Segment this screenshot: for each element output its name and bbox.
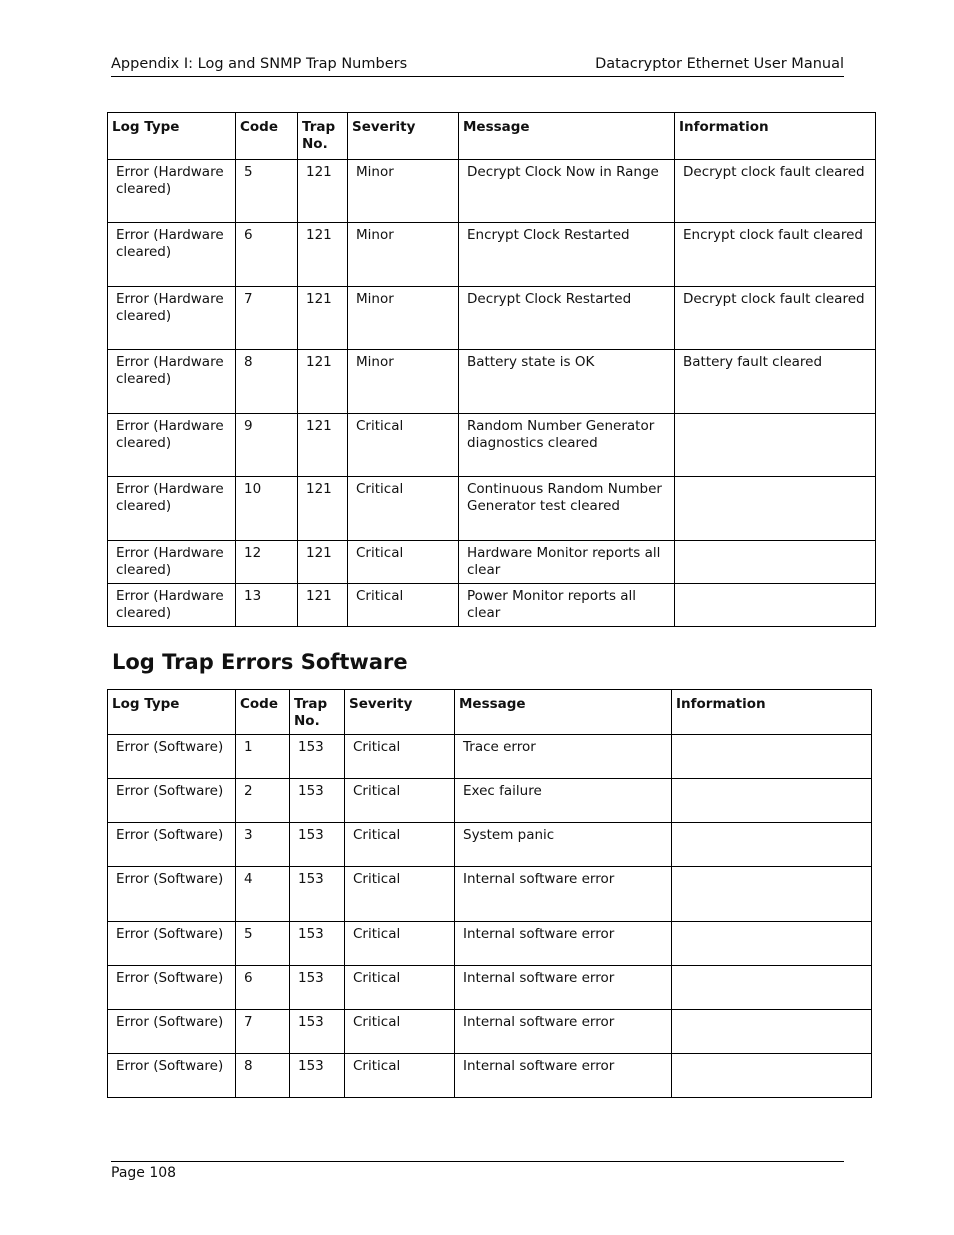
table-row	[108, 160, 876, 223]
table-row	[108, 541, 876, 584]
page-header	[111, 56, 844, 77]
cell-code: 13	[236, 584, 298, 627]
cell-information	[672, 735, 872, 779]
cell-message: Hardware Monitor reports all clear	[459, 541, 675, 584]
cell-log-type: Error (Hardware cleared)	[108, 287, 236, 350]
table-row	[108, 223, 876, 287]
cell-trap: 153	[290, 966, 345, 1010]
cell-code: 6	[236, 966, 290, 1010]
cell-severity: Minor	[348, 223, 459, 287]
cell-message: Encrypt Clock Restarted	[459, 223, 675, 287]
table-row	[108, 287, 876, 350]
cell-code: 2	[236, 779, 290, 823]
page-footer	[111, 1161, 844, 1181]
col-log-type: Log Type	[108, 690, 236, 735]
cell-trap: 121	[298, 584, 348, 627]
cell-trap: 153	[290, 779, 345, 823]
cell-trap: 153	[290, 1010, 345, 1054]
cell-information: Decrypt clock fault cleared	[675, 287, 876, 350]
table-row	[108, 823, 872, 867]
col-trap-no: Trap No.	[298, 113, 348, 160]
cell-code: 8	[236, 1054, 290, 1098]
cell-code: 7	[236, 287, 298, 350]
table-row	[108, 779, 872, 823]
cell-severity: Minor	[348, 350, 459, 414]
col-code: Code	[236, 690, 290, 735]
table-row	[108, 867, 872, 922]
cell-information	[675, 477, 876, 541]
cell-trap: 121	[298, 541, 348, 584]
cell-log-type: Error (Software)	[108, 867, 236, 922]
cell-message: Exec failure	[455, 779, 672, 823]
cell-information	[672, 922, 872, 966]
cell-message: Internal software error	[455, 1010, 672, 1054]
cell-information	[672, 1010, 872, 1054]
cell-severity: Minor	[348, 287, 459, 350]
cell-code: 10	[236, 477, 298, 541]
cell-log-type: Error (Hardware cleared)	[108, 541, 236, 584]
col-information: Information	[672, 690, 872, 735]
cell-severity: Critical	[348, 477, 459, 541]
cell-code: 5	[236, 922, 290, 966]
cell-trap: 121	[298, 414, 348, 477]
cell-information	[675, 584, 876, 627]
cell-log-type: Error (Software)	[108, 1010, 236, 1054]
cell-log-type: Error (Software)	[108, 966, 236, 1010]
cell-trap: 153	[290, 823, 345, 867]
cell-severity: Critical	[348, 584, 459, 627]
cell-information	[672, 966, 872, 1010]
cell-trap: 153	[290, 1054, 345, 1098]
cell-code: 6	[236, 223, 298, 287]
table-header-row	[108, 690, 872, 735]
header-manual-title: Datacryptor Ethernet User Manual	[595, 56, 844, 72]
table-row	[108, 414, 876, 477]
cell-trap: 121	[298, 477, 348, 541]
cell-message: Internal software error	[455, 1054, 672, 1098]
cell-code: 4	[236, 867, 290, 922]
cell-severity: Critical	[345, 1010, 455, 1054]
cell-log-type: Error (Software)	[108, 735, 236, 779]
cell-severity: Critical	[348, 541, 459, 584]
cell-log-type: Error (Software)	[108, 823, 236, 867]
cell-severity: Minor	[348, 160, 459, 223]
cell-message: Internal software error	[455, 966, 672, 1010]
cell-log-type: Error (Hardware cleared)	[108, 584, 236, 627]
cell-message: Battery state is OK	[459, 350, 675, 414]
col-message: Message	[455, 690, 672, 735]
cell-message: Decrypt Clock Restarted	[459, 287, 675, 350]
table-row	[108, 584, 876, 627]
table-row	[108, 350, 876, 414]
cell-trap: 121	[298, 223, 348, 287]
col-message: Message	[459, 113, 675, 160]
cell-information: Encrypt clock fault cleared	[675, 223, 876, 287]
cell-log-type: Error (Software)	[108, 922, 236, 966]
cell-information	[672, 779, 872, 823]
cell-severity: Critical	[345, 779, 455, 823]
cell-trap: 153	[290, 922, 345, 966]
cell-severity: Critical	[348, 414, 459, 477]
cell-message: Continuous Random Number Generator test cleared	[459, 477, 675, 541]
cell-severity: Critical	[345, 966, 455, 1010]
cell-code: 8	[236, 350, 298, 414]
cell-information	[675, 541, 876, 584]
cell-log-type: Error (Software)	[108, 1054, 236, 1098]
cell-code: 12	[236, 541, 298, 584]
cell-trap: 153	[290, 735, 345, 779]
cell-code: 5	[236, 160, 298, 223]
cell-trap: 121	[298, 350, 348, 414]
header-section-title: Appendix I: Log and SNMP Trap Numbers	[111, 56, 408, 72]
cell-trap: 121	[298, 160, 348, 223]
page-number: Page 108	[111, 1165, 177, 1181]
cell-message: System panic	[455, 823, 672, 867]
cell-log-type: Error (Hardware cleared)	[108, 223, 236, 287]
cell-trap: 153	[290, 867, 345, 922]
cell-code: 9	[236, 414, 298, 477]
cell-severity: Critical	[345, 1054, 455, 1098]
hardware-cleared-table	[107, 112, 876, 627]
cell-severity: Critical	[345, 735, 455, 779]
col-severity: Severity	[348, 113, 459, 160]
cell-information: Battery fault cleared	[675, 350, 876, 414]
cell-log-type: Error (Software)	[108, 779, 236, 823]
cell-information	[675, 414, 876, 477]
cell-code: 7	[236, 1010, 290, 1054]
cell-code: 3	[236, 823, 290, 867]
cell-message: Decrypt Clock Now in Range	[459, 160, 675, 223]
cell-information	[672, 1054, 872, 1098]
cell-message: Random Number Generator diagnostics cleared	[459, 414, 675, 477]
cell-severity: Critical	[345, 922, 455, 966]
cell-information	[672, 867, 872, 922]
software-errors-table	[107, 689, 872, 1098]
table-header-row	[108, 113, 876, 160]
cell-information	[672, 823, 872, 867]
table-row	[108, 477, 876, 541]
section-title: Log Trap Errors Software	[112, 650, 408, 674]
col-trap-no: Trap No.	[290, 690, 345, 735]
col-code: Code	[236, 113, 298, 160]
cell-message: Power Monitor reports all clear	[459, 584, 675, 627]
cell-message: Internal software error	[455, 922, 672, 966]
col-log-type: Log Type	[108, 113, 236, 160]
cell-log-type: Error (Hardware cleared)	[108, 160, 236, 223]
table-row	[108, 1054, 872, 1098]
col-severity: Severity	[345, 690, 455, 735]
cell-trap: 121	[298, 287, 348, 350]
cell-message: Trace error	[455, 735, 672, 779]
cell-severity: Critical	[345, 823, 455, 867]
table-row	[108, 922, 872, 966]
cell-severity: Critical	[345, 867, 455, 922]
cell-message: Internal software error	[455, 867, 672, 922]
col-information: Information	[675, 113, 876, 160]
table-row	[108, 735, 872, 779]
cell-code: 1	[236, 735, 290, 779]
cell-log-type: Error (Hardware cleared)	[108, 414, 236, 477]
cell-information: Decrypt clock fault cleared	[675, 160, 876, 223]
table-row	[108, 966, 872, 1010]
cell-log-type: Error (Hardware cleared)	[108, 477, 236, 541]
cell-log-type: Error (Hardware cleared)	[108, 350, 236, 414]
table-row	[108, 1010, 872, 1054]
